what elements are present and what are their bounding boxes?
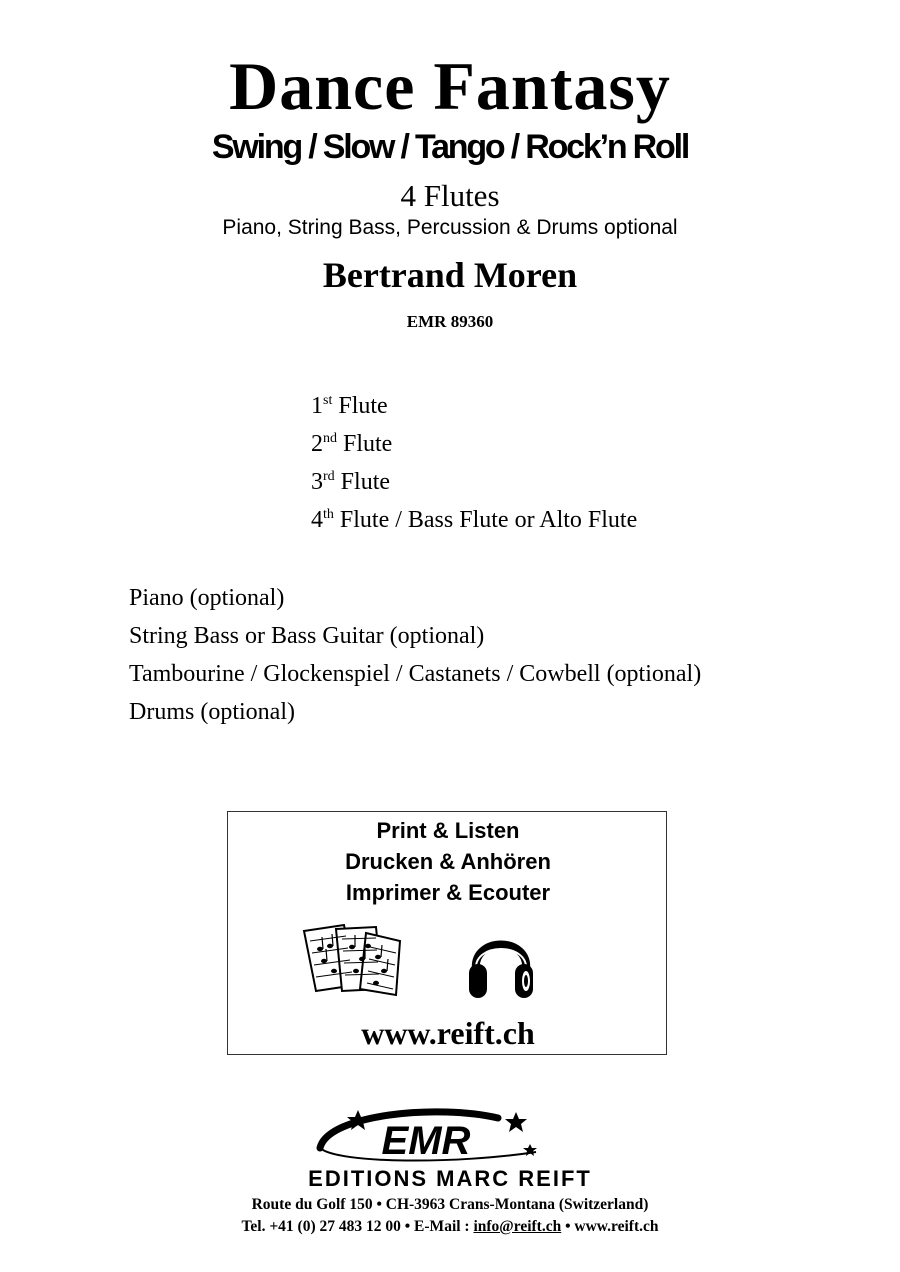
optional-part: Piano (optional)	[129, 585, 285, 611]
headphones-icon	[466, 922, 536, 1002]
optional-part: Tambourine / Glockenspiel / Castanets / Cowbell (optional)	[129, 661, 702, 687]
promo-line-german: Drucken & Anhören	[345, 849, 551, 874]
title: Dance Fantasy	[229, 48, 671, 124]
promo-line-english: Print & Listen	[376, 818, 520, 843]
emr-logo-text: EMR	[381, 1119, 471, 1163]
optional-note: Piano, String Bass, Percussion & Drums optional	[222, 216, 678, 239]
part-item: 2nd Flute	[311, 431, 393, 457]
subtitle: Swing / Slow / Tango / Rock’n Roll	[211, 128, 689, 166]
promo-url[interactable]: www.reift.ch	[361, 1015, 535, 1051]
catalog-number: EMR 89360	[406, 312, 494, 331]
promo-line-french: Imprimer & Ecouter	[345, 880, 551, 905]
emr-logo	[308, 1108, 548, 1166]
part-item: 3rd Flute	[311, 469, 391, 495]
optional-part: String Bass or Bass Guitar (optional)	[129, 623, 485, 649]
contact-email-link[interactable]: info@reift.ch	[473, 1218, 562, 1235]
instrumentation: 4 Flutes	[400, 178, 500, 213]
contact-web: • www.reift.ch	[561, 1218, 659, 1235]
part-item: 1st Flute	[311, 393, 388, 419]
contact-tel: Tel. +41 (0) 27 483 12 00 • E-Mail :	[241, 1218, 474, 1235]
publisher-name: EDITIONS MARC REIFT	[308, 1166, 592, 1191]
print-listen-box	[227, 811, 667, 1055]
sheet-music-icon	[300, 919, 410, 999]
composer: Bertrand Moren	[322, 255, 578, 295]
publisher-address: Route du Golf 150 • CH-3963 Crans-Montana (Switzerland)	[251, 1196, 649, 1213]
part-item: 4th Flute / Bass Flute or Alto Flute	[311, 507, 638, 533]
optional-part: Drums (optional)	[129, 699, 295, 725]
publisher-contact	[0, 1219, 900, 1235]
